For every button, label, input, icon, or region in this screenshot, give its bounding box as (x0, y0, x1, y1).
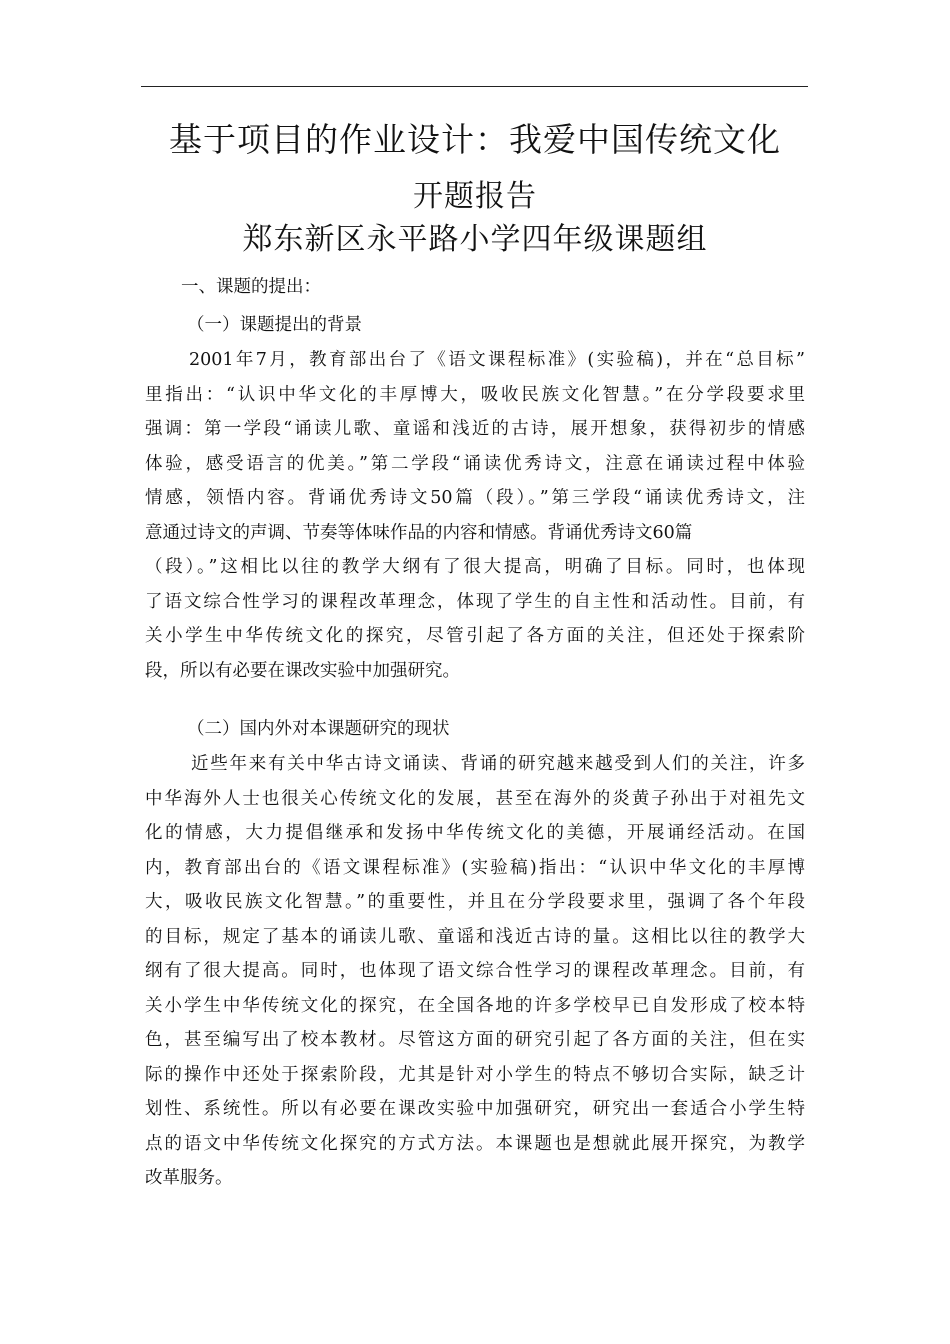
paragraph-line: 了语文综合性学习的课程改革理念，体现了学生的自主性和活动性。目前，有 (145, 591, 805, 612)
paragraph-background (145, 343, 805, 688)
paragraph-status (145, 747, 805, 1196)
paragraph-line: 划性、系统性。所以有必要在课改实验中加强研究，研究出一套适合小学生特 (145, 1099, 805, 1119)
document-subtitle: 开题报告 (413, 179, 537, 214)
paragraph-line: 的目标，规定了基本的诵读儿歌、童谣和浅近古诗的量。这相比以往的教学大 (145, 926, 805, 947)
paragraph-line: 里指出：“认识中华文化的丰厚博大，吸收民族文化智慧。”在分学段要求里 (145, 384, 805, 405)
document-title: 基于项目的作业设计：我爱中国传统文化 (169, 120, 781, 159)
paragraph-line: 体验，感受语言的优美。”第二学段“诵读优秀诗文，注意在诵读过程中体验 (145, 453, 805, 474)
paragraph-line: 情感，领悟内容。背诵优秀诗文50篇（段）。”第三学段“诵读优秀诗文，注 (145, 488, 805, 508)
paragraph-line: 段，所以有必要在课改实验中加强研究。 (145, 660, 460, 681)
subsection-heading-background: （一）课题提出的背景 (187, 315, 362, 335)
paragraph-line: 际的操作中还处于探索阶段，尤其是针对小学生的特点不够切合实际，缺乏计 (145, 1064, 805, 1085)
author-group: 郑东新区永平路小学四年级课题组 (242, 222, 708, 257)
paragraph-line: 点的语文中华传统文化探究的方式方法。本课题也是想就此展开探究，为教学 (145, 1133, 805, 1154)
header-rule (141, 86, 808, 87)
paragraph-line: 大，吸收民族文化智慧。”的重要性，并且在分学段要求里，强调了各个年段 (145, 892, 805, 912)
section-heading-1: 一、课题的提出： (181, 277, 321, 297)
paragraph-line: 强调：第一学段“诵读儿歌、童谣和浅近的古诗，展开想象，获得初步的情感 (145, 419, 805, 439)
paragraph-line: 关小学生中华传统文化的探究，尽管引起了各方面的关注，但还处于探索阶 (145, 626, 805, 646)
paragraph-line: 化的情感，大力提倡继承和发扬中华传统文化的美德，开展诵经活动。在国 (145, 823, 805, 843)
paragraph-line: 内，教育部出台的《语文课程标准》(实验稿)指出：“认识中华文化的丰厚博 (145, 857, 805, 878)
paragraph-line: 意通过诗文的声调、节奏等体味作品的内容和情感。背诵优秀诗文60篇 (145, 522, 693, 543)
paragraph-line: 改革服务。 (145, 1168, 233, 1188)
paragraph-line: 关小学生中华传统文化的探究，在全国各地的许多学校早已自发形成了校本特 (145, 995, 805, 1016)
paragraph-line: 中华海外人士也很关心传统文化的发展，甚至在海外的炎黄子孙出于对祖先文 (145, 788, 805, 809)
paragraph-line: 色，甚至编写出了校本教材。尽管这方面的研究引起了各方面的关注，但在实 (145, 1030, 805, 1050)
paragraph-line: 纲有了很大提高。同时，也体现了语文综合性学习的课程改革理念。目前，有 (145, 961, 805, 981)
paragraph-line: （段）。”这相比以往的教学大纲有了很大提高，明确了目标。同时，也体现 (145, 557, 805, 577)
subsection-heading-status: （二）国内外对本课题研究的现状 (187, 719, 450, 739)
paragraph-line: 2001年7月，教育部出台了《语文课程标准》(实验稿)，并在“总目标” (189, 350, 805, 370)
paragraph-line: 近些年来有关中华古诗文诵读、背诵的研究越来越受到人们的关注，许多 (191, 754, 805, 774)
